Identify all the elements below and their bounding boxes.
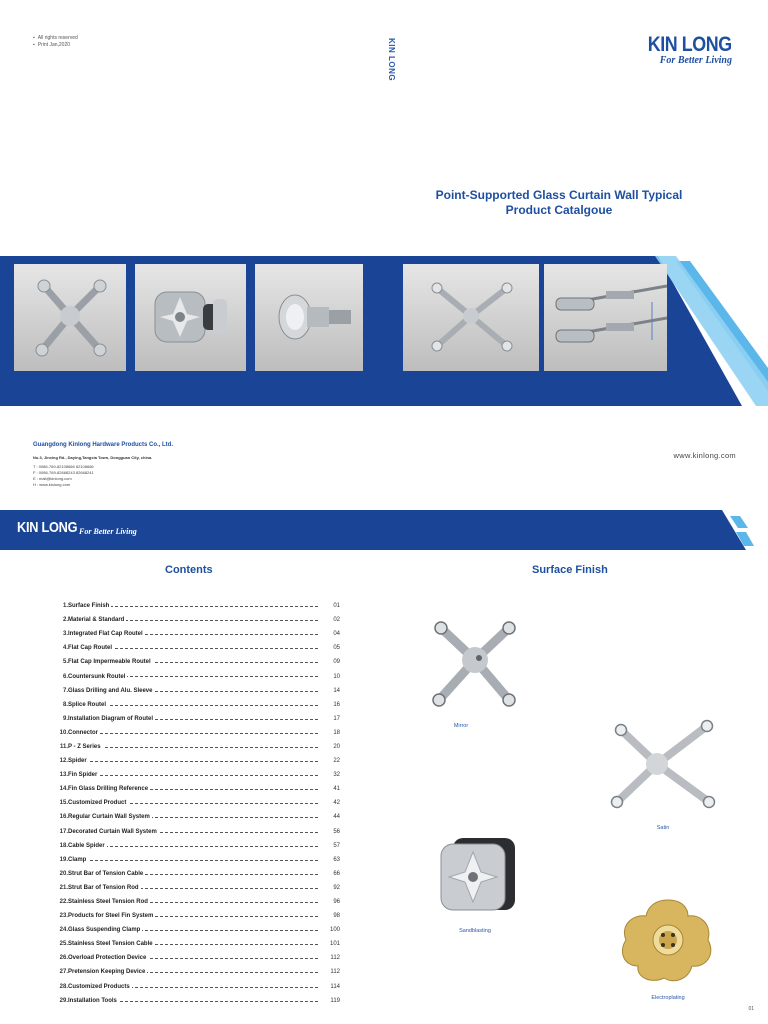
finish-label-satin: Satin bbox=[656, 825, 670, 831]
toc-number: 3. bbox=[62, 631, 68, 638]
toc-row[interactable] bbox=[40, 740, 340, 754]
toc-label: Stainless Steel Tension Rod bbox=[68, 899, 148, 906]
toc-row[interactable] bbox=[40, 684, 340, 698]
toc-label: Countersunk Routel bbox=[68, 673, 126, 680]
toc-number: 26. bbox=[59, 955, 68, 962]
product-photo-spider bbox=[14, 264, 126, 371]
sandblasting-clamp-icon bbox=[435, 830, 523, 918]
logo-name: KIN LONG bbox=[648, 33, 732, 56]
toc-row[interactable] bbox=[40, 726, 340, 740]
toc-number: 16. bbox=[59, 814, 68, 821]
toc-number: 25. bbox=[59, 941, 68, 948]
toc-page-number: 01 bbox=[333, 603, 340, 610]
contact-phone: T : 0086-769-82108666 82108666 bbox=[33, 464, 94, 469]
toc-row[interactable] bbox=[40, 923, 340, 937]
toc-page-number: 20 bbox=[333, 743, 340, 750]
toc-number: 17. bbox=[59, 828, 68, 835]
toc-page-number: 22 bbox=[333, 758, 340, 765]
toc-label: Clamp bbox=[68, 856, 87, 863]
toc-label: Splice Routel bbox=[68, 701, 107, 708]
clamp-icon bbox=[135, 264, 246, 371]
toc-label: Strut Bar of Tension Rod bbox=[68, 884, 139, 891]
page-number: 01 bbox=[748, 1006, 754, 1012]
toc-number: 27. bbox=[59, 969, 68, 976]
finish-sample-satin bbox=[605, 716, 719, 831]
finish-sample-electroplating bbox=[612, 894, 724, 1001]
toc-row[interactable] bbox=[40, 698, 340, 712]
toc-number: 29. bbox=[59, 997, 68, 1004]
catalogue-title-line2: Product Catalgoue bbox=[505, 203, 613, 217]
toc-leader bbox=[70, 775, 318, 776]
toc-label: Pretension Keeping Device bbox=[68, 969, 146, 976]
table-of-contents bbox=[40, 599, 340, 1008]
toc-row[interactable] bbox=[40, 853, 340, 867]
toc-number: 11. bbox=[59, 743, 68, 750]
toc-label: Cable Spider bbox=[68, 842, 105, 849]
surface-finish-title: Surface Finish bbox=[532, 564, 608, 576]
toc-label: Products for Steel Fin System bbox=[68, 913, 154, 920]
toc-number: 10. bbox=[59, 729, 68, 736]
toc-label: Integrated Flat Cap Routel bbox=[68, 631, 143, 638]
routel-icon bbox=[255, 264, 363, 371]
toc-row[interactable] bbox=[40, 627, 340, 641]
toc-page-number: 02 bbox=[333, 617, 340, 624]
toc-page-number: 44 bbox=[333, 814, 340, 821]
toc-row[interactable] bbox=[40, 669, 340, 683]
header-slogan: For Better Living bbox=[79, 527, 137, 536]
toc-page-number: 17 bbox=[333, 715, 340, 722]
electroplating-disc-icon bbox=[612, 894, 724, 984]
cable-icon bbox=[544, 264, 667, 371]
toc-number: 2. bbox=[62, 617, 68, 624]
product-photo-clamp bbox=[135, 264, 246, 371]
toc-page-number: 42 bbox=[333, 800, 340, 807]
toc-leader bbox=[70, 846, 318, 847]
toc-row[interactable] bbox=[40, 782, 340, 796]
toc-row[interactable] bbox=[40, 599, 340, 613]
toc-page-number: 09 bbox=[333, 659, 340, 666]
toc-number: 8. bbox=[62, 701, 68, 708]
toc-label: Stainless Steel Tension Cable bbox=[68, 941, 153, 948]
toc-page-number: 114 bbox=[330, 983, 340, 990]
rights-notice bbox=[33, 35, 78, 49]
toc-page-number: 14 bbox=[333, 687, 340, 694]
toc-page-number: 101 bbox=[329, 941, 340, 948]
toc-number: 24. bbox=[59, 927, 68, 934]
toc-number: 19. bbox=[59, 856, 68, 863]
toc-label: P - Z Series bbox=[68, 743, 101, 750]
toc-label: Installation Tools bbox=[68, 997, 117, 1004]
toc-row[interactable] bbox=[40, 867, 340, 881]
catalogue-title bbox=[400, 188, 718, 218]
toc-label: Customized Product bbox=[68, 800, 127, 807]
toc-label: Spider bbox=[68, 758, 87, 765]
toc-row[interactable] bbox=[40, 810, 340, 824]
toc-number: 18. bbox=[59, 842, 68, 849]
toc-number: 4. bbox=[62, 645, 68, 652]
contact-fax: F : 0086-769-82668243 82668241 bbox=[33, 470, 94, 475]
toc-row[interactable] bbox=[40, 994, 340, 1008]
toc-number: 1. bbox=[62, 603, 68, 610]
toc-label: Connector bbox=[68, 729, 98, 736]
toc-page-number: 112 bbox=[330, 969, 340, 976]
spider-icon bbox=[14, 264, 126, 371]
toc-row[interactable] bbox=[40, 641, 340, 655]
toc-page-number: 66 bbox=[333, 870, 340, 877]
toc-number: 22. bbox=[59, 899, 68, 906]
toc-label: Customized Products bbox=[68, 983, 130, 990]
toc-page-number: 41 bbox=[333, 786, 340, 793]
toc-row[interactable] bbox=[40, 768, 340, 782]
toc-number: 21. bbox=[59, 884, 68, 891]
toc-page-number: 18 bbox=[333, 729, 340, 736]
toc-page-number: 04 bbox=[333, 631, 340, 638]
toc-label: Glass Suspending Clamp bbox=[68, 927, 141, 934]
logo-slogan: For Better Living bbox=[659, 55, 732, 66]
toc-leader bbox=[70, 733, 318, 734]
contents-title: Contents bbox=[165, 564, 213, 576]
toc-number: 9. bbox=[62, 715, 68, 722]
toc-label: Material & Standard bbox=[68, 617, 125, 624]
toc-label: Flat Cap Impermeable Routel bbox=[68, 659, 151, 666]
company-name: Guangdong Kinlong Hardware Products Co., Ltd. bbox=[33, 442, 173, 448]
toc-page-number: 112 bbox=[330, 955, 340, 962]
toc-row[interactable] bbox=[40, 937, 340, 951]
toc-label: Flat Cap Routel bbox=[68, 645, 113, 652]
toc-row[interactable] bbox=[40, 839, 340, 853]
toc-label: Decorated Curtain Wall System bbox=[68, 828, 157, 835]
toc-page-number: 96 bbox=[333, 899, 340, 906]
toc-row[interactable] bbox=[40, 909, 340, 923]
toc-page-number: 63 bbox=[333, 856, 340, 863]
toc-page-number: 56 bbox=[333, 828, 340, 835]
toc-label: Glass Drilling and Alu. Sleeve bbox=[68, 687, 153, 694]
toc-label: Surface Finish bbox=[68, 603, 110, 610]
toc-leader bbox=[70, 860, 318, 861]
toc-number: 6. bbox=[62, 673, 68, 680]
toc-page-number: 119 bbox=[330, 997, 340, 1004]
company-address: No.3, Jinxing Rd., Daying,Tangxia Town, Dongguan City, china. bbox=[33, 455, 153, 460]
mirror-spider-icon bbox=[425, 612, 525, 716]
toc-label: Fin Glass Drilling Reference bbox=[68, 786, 149, 793]
toc-number: 23. bbox=[59, 913, 68, 920]
toc-page-number: 05 bbox=[333, 645, 340, 652]
finish-label-mirror: Mirror bbox=[453, 723, 469, 729]
toc-row[interactable] bbox=[40, 895, 340, 909]
brand-logo bbox=[633, 33, 732, 66]
satin-spider-icon bbox=[605, 716, 719, 816]
toc-row[interactable] bbox=[40, 754, 340, 768]
toc-number: 15. bbox=[59, 800, 68, 807]
toc-row[interactable] bbox=[40, 712, 340, 726]
website-link[interactable]: www.kinlong.com bbox=[673, 451, 736, 460]
toc-row[interactable] bbox=[40, 825, 340, 839]
toc-row[interactable] bbox=[40, 951, 340, 965]
toc-row[interactable] bbox=[40, 980, 340, 994]
toc-row[interactable] bbox=[40, 796, 340, 810]
spider-large-icon bbox=[403, 264, 539, 371]
catalogue-title-line1: Point-Supported Glass Curtain Wall Typical bbox=[435, 188, 683, 202]
finish-label-sandblasting: Sandblasting bbox=[459, 928, 491, 934]
contact-email[interactable]: E : mail@kinlong.com bbox=[33, 476, 72, 481]
toc-row[interactable] bbox=[40, 965, 340, 979]
toc-page-number: 16 bbox=[333, 701, 340, 708]
toc-leader bbox=[70, 761, 318, 762]
toc-number: 5. bbox=[62, 659, 68, 666]
toc-leader bbox=[70, 747, 318, 748]
toc-page-number: 100 bbox=[329, 927, 340, 934]
print-date-line: ▪ Print Jan,2020 bbox=[33, 42, 78, 49]
header-logo: KIN LONG bbox=[17, 519, 78, 536]
toc-row[interactable] bbox=[40, 613, 340, 627]
company-contacts bbox=[33, 464, 94, 488]
toc-number: 14. bbox=[59, 786, 68, 793]
finish-label-electroplating: Electroplating bbox=[651, 995, 685, 1001]
spine-text: KIN LONG bbox=[387, 38, 396, 82]
toc-page-number: 92 bbox=[333, 884, 340, 891]
product-photo-spider-large bbox=[403, 264, 539, 371]
finish-sample-mirror bbox=[425, 612, 525, 729]
finish-sample-sandblasting bbox=[435, 830, 523, 934]
rights-line: ▪ All rights reserved bbox=[33, 35, 78, 42]
product-photo-cables bbox=[544, 264, 667, 371]
toc-page-number: 32 bbox=[333, 772, 340, 779]
toc-number: 13. bbox=[59, 772, 68, 779]
toc-label: Installation Diagram of Routel bbox=[68, 715, 154, 722]
toc-page-number: 98 bbox=[333, 913, 340, 920]
toc-number: 7. bbox=[62, 687, 68, 694]
toc-label: Strut Bar of Tension Cable bbox=[68, 870, 144, 877]
toc-number: 28. bbox=[59, 983, 68, 990]
toc-page-number: 57 bbox=[333, 842, 340, 849]
toc-label: Regular Curtain Wall System bbox=[68, 814, 150, 821]
product-photo-routel bbox=[255, 264, 363, 371]
toc-row[interactable] bbox=[40, 655, 340, 669]
toc-row[interactable] bbox=[40, 881, 340, 895]
toc-label: Fin Spider bbox=[68, 772, 98, 779]
toc-number: 12. bbox=[59, 758, 68, 765]
contact-website[interactable]: H : www.kinlong.com bbox=[33, 482, 71, 487]
toc-label: Overload Protection Device bbox=[68, 955, 147, 962]
toc-page-number: 10 bbox=[333, 673, 340, 680]
toc-number: 20. bbox=[59, 870, 68, 877]
